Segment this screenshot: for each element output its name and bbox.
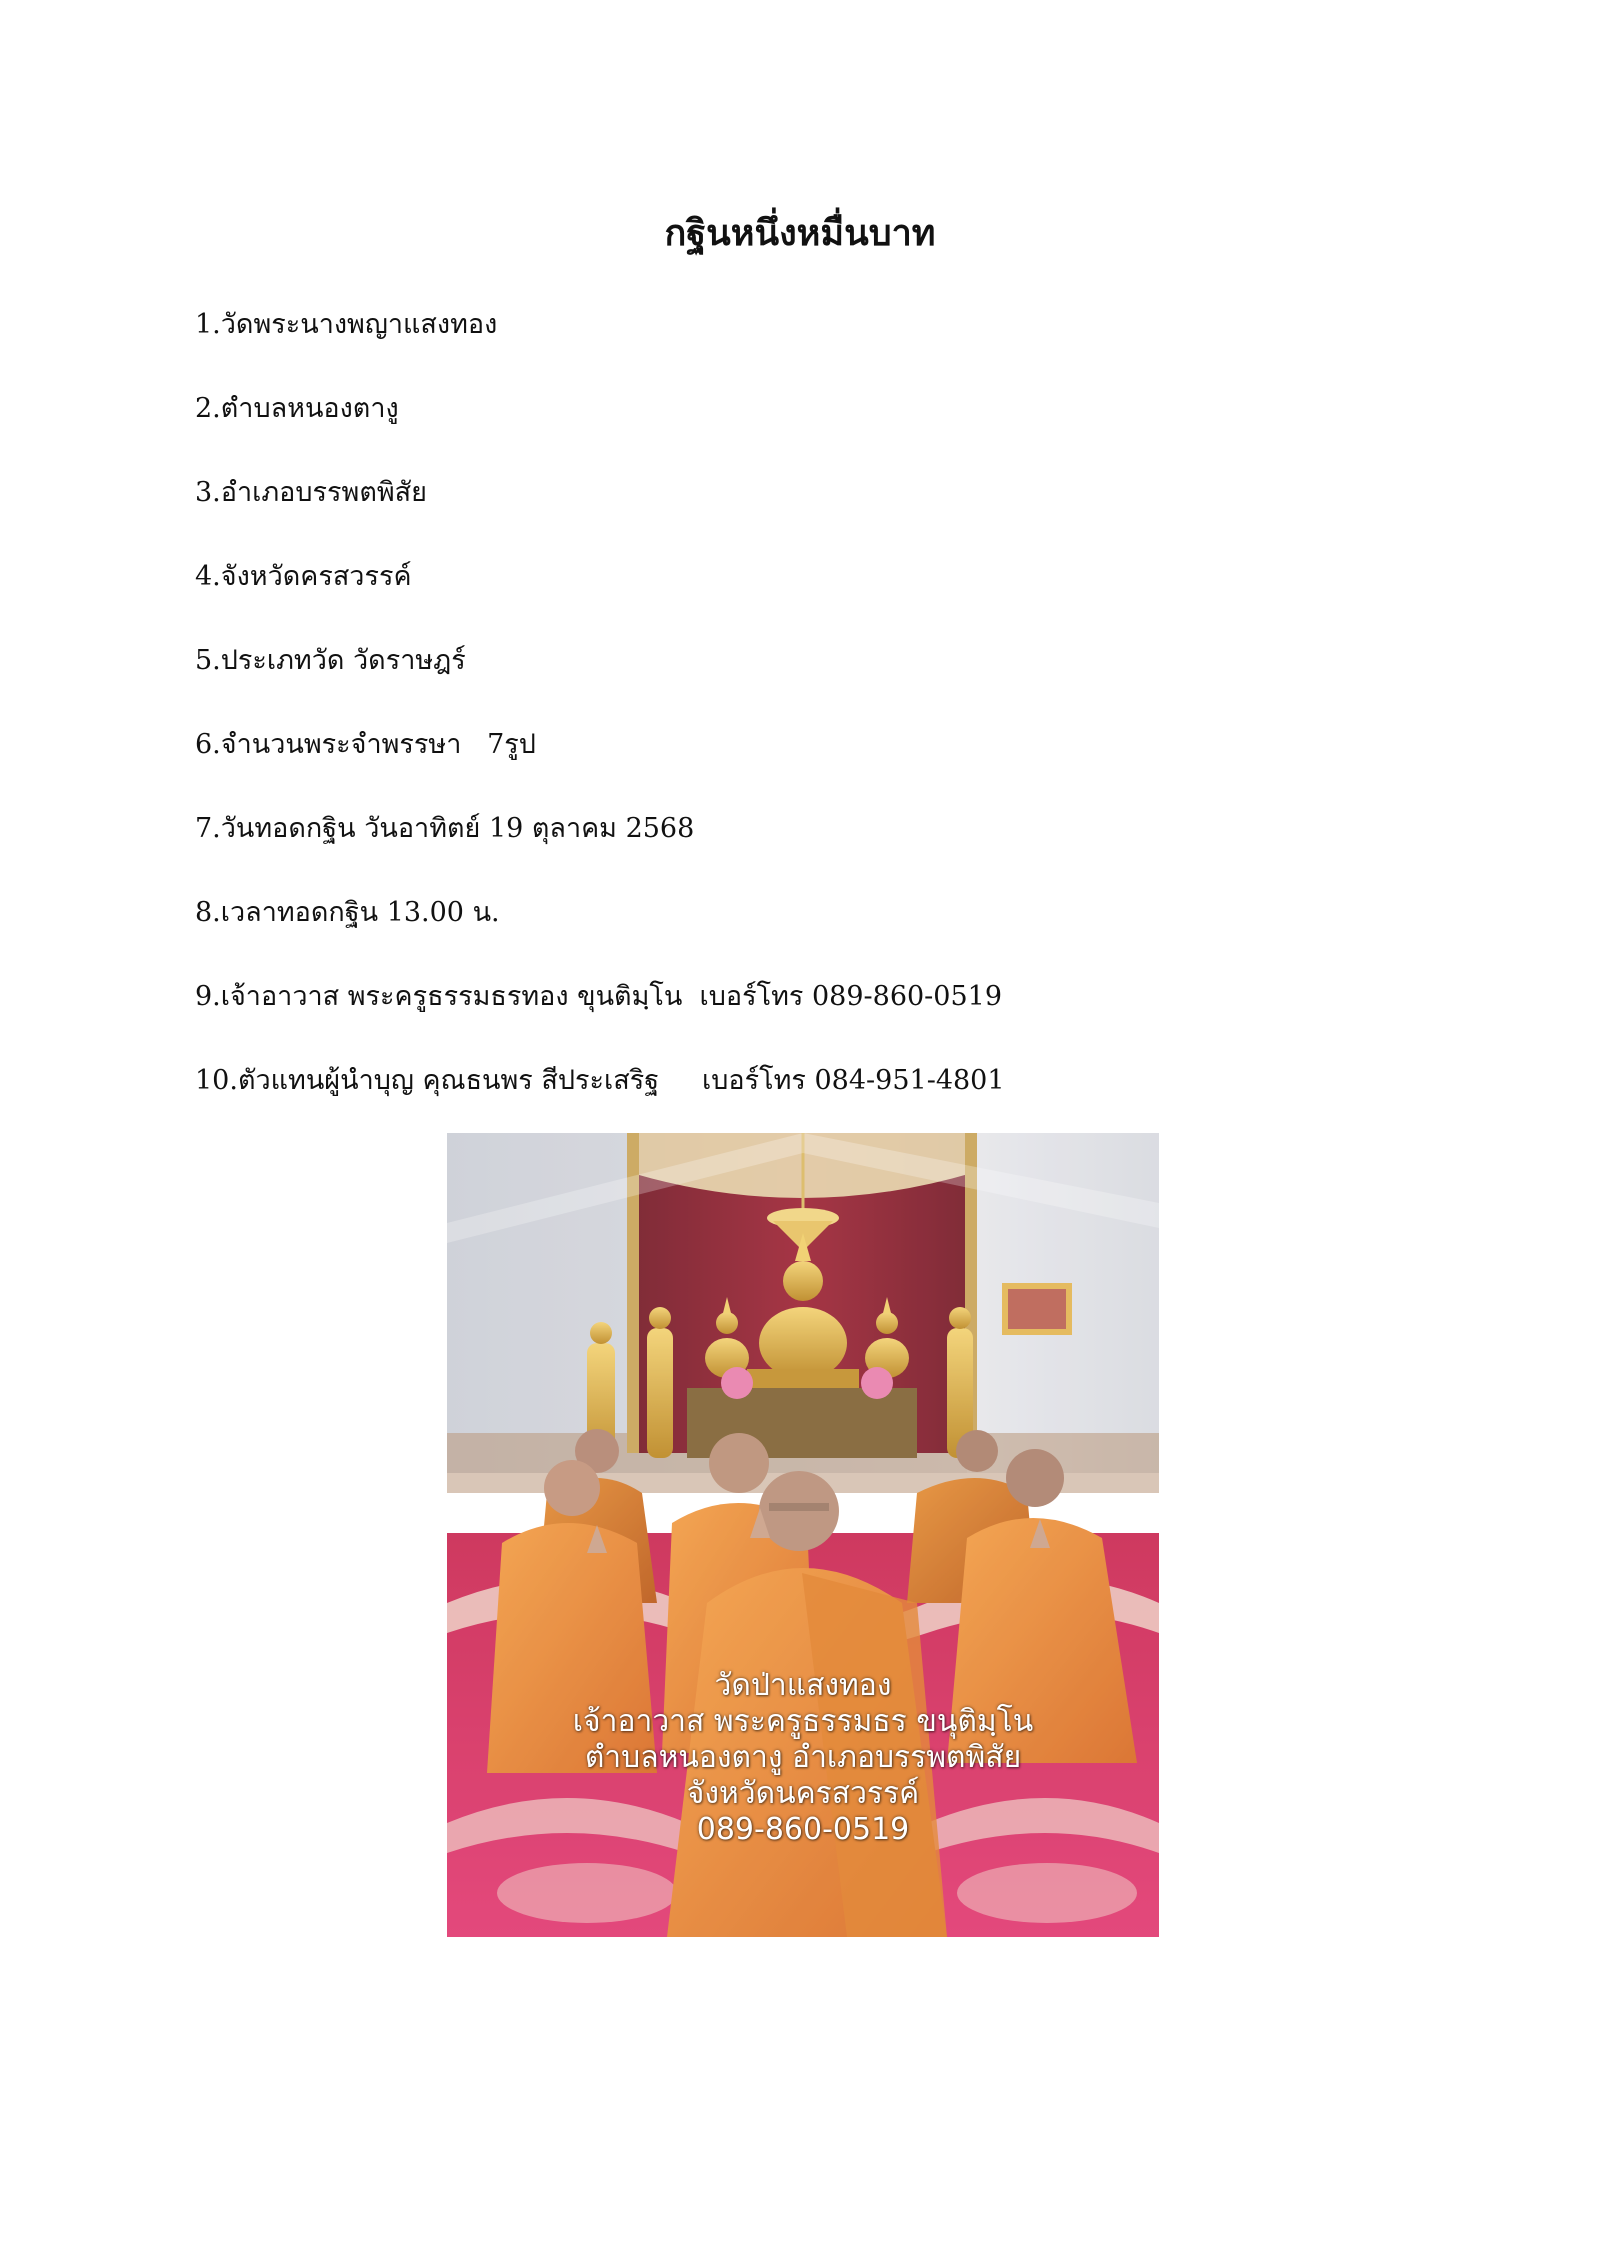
list-item: 3.อำเภอบรรพตพิสัย xyxy=(195,477,427,508)
list-item: 8.เวลาทอดกฐิน 13.00 น. xyxy=(195,897,500,928)
list-item: 4.จังหวัดครสวรรค์ xyxy=(195,561,412,592)
photo-caption xyxy=(447,1668,1159,1848)
caption-line: ตำบลหนองตางู อำเภอบรรพตพิสัย xyxy=(584,1740,1022,1775)
list-item: 10.ตัวแทนผู้นำบุญ คุณธนพร สีประเสริฐ เบอร์โทร 084-951-4801 xyxy=(195,1065,1005,1096)
list-item: 7.วันทอดกฐิน วันอาทิตย์ 19 ตุลาคม 2568 xyxy=(195,813,695,844)
list-item: 9.เจ้าอาวาส พระครูธรรมธรทอง ขุนติมฺโน เบอร์โทร 089-860-0519 xyxy=(195,981,1003,1012)
list-item: 1.วัดพระนางพญาแสงทอง xyxy=(195,309,498,340)
document-title: กฐินหนึ่งหมื่นบาท xyxy=(664,212,936,254)
caption-line: เจ้าอาวาส พระครูธรรมธร ขนุติมฺโน xyxy=(572,1704,1034,1739)
list-item: 2.ตำบลหนองตางู xyxy=(195,393,399,424)
list-item: 6.จำนวนพระจำพรรษา 7รูป xyxy=(195,729,536,760)
monks-photo xyxy=(447,1133,1159,1937)
caption-line: วัดป่าแสงทอง xyxy=(714,1668,892,1703)
caption-line: จังหวัดนครสวรรค์ xyxy=(686,1776,920,1811)
caption-line: 089-860-0519 xyxy=(696,1812,910,1847)
info-list xyxy=(195,300,1445,1140)
list-item: 5.ประเภทวัด วัดราษฎร์ xyxy=(195,645,466,676)
